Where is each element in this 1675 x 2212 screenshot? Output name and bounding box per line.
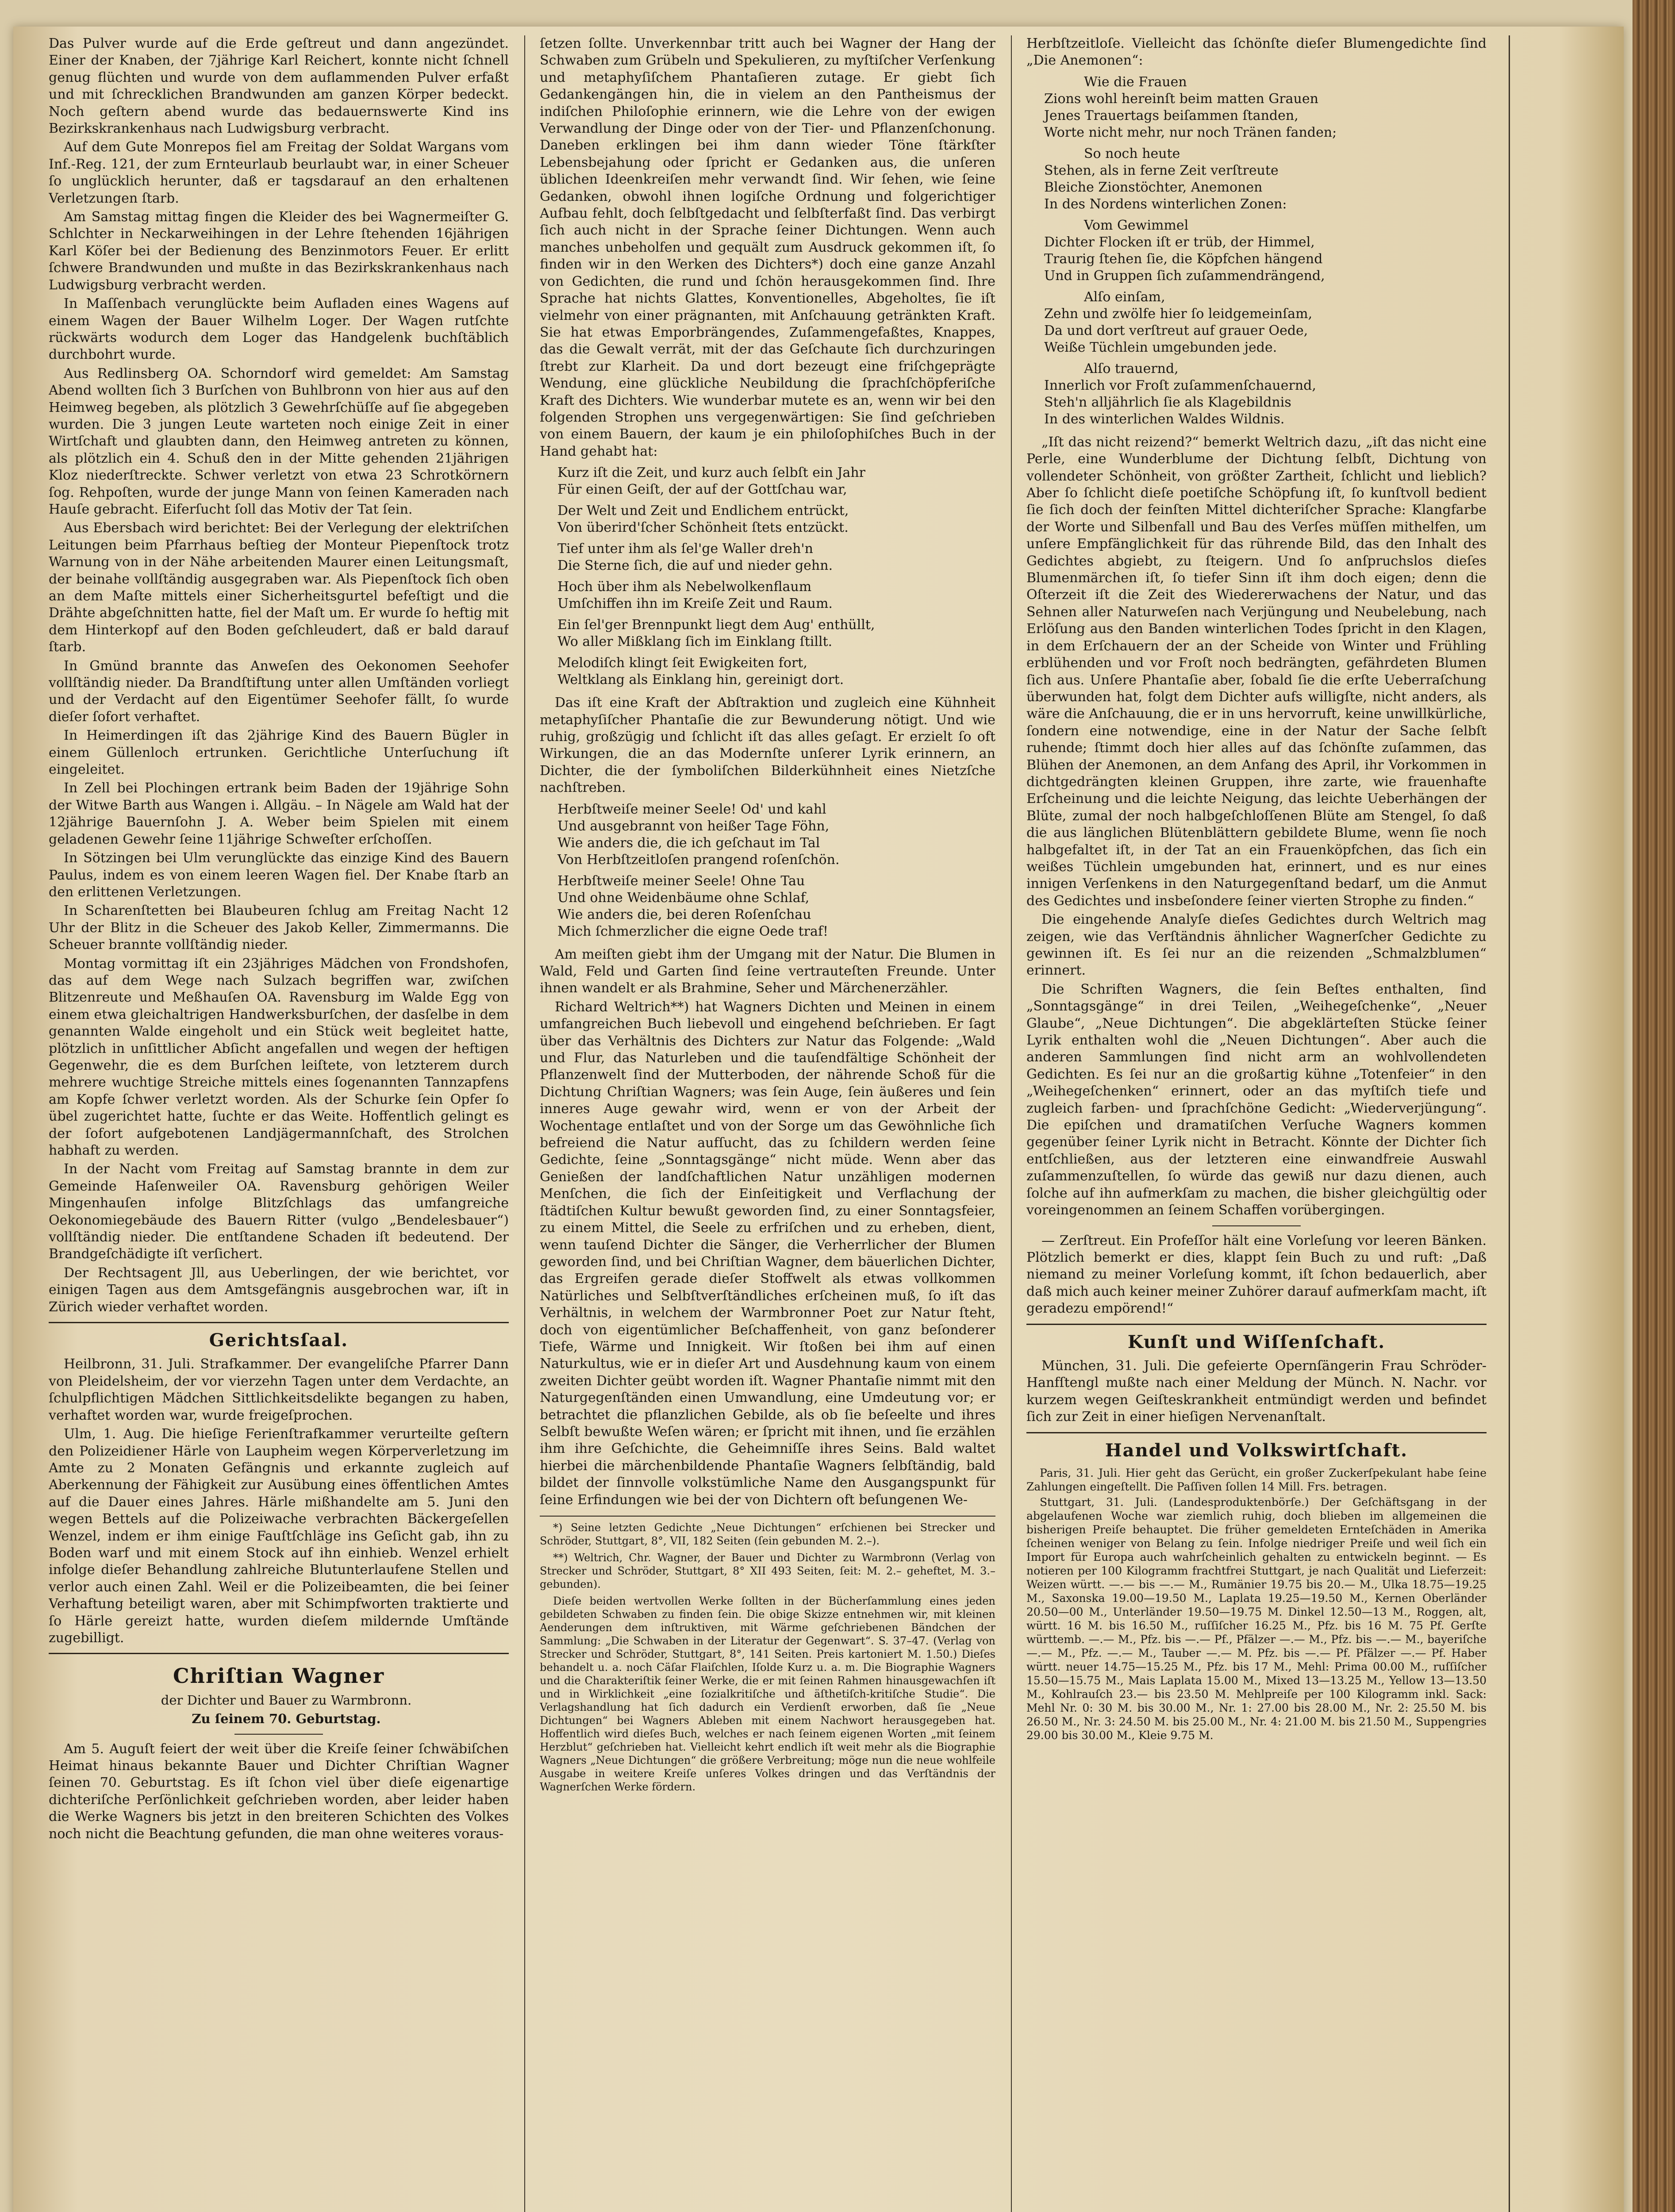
poem-line: Alſo trauernd, <box>1084 361 1179 376</box>
section-heading-gerichtssaal: Gerichtsſaal. <box>209 1330 349 1351</box>
article-paragraph: Paris, 31. Juli. Hier geht das Gerücht, ein großer Zuckerſpekulant habe ſeine Zahlungen eingeſtellt. Die Paſſiven ſollen 14 Mill. Frs. betragen. <box>1026 1466 1487 1493</box>
article-paragraph: „Iſt das nicht reizend?“ bemerkt Weltrich dazu, „iſt das nicht eine Perle, eine Wunderblume der Dichtung ſelbſt, Dichtung von vollendeter Schönheit, von größter Zartheit, ſchlicht und lieblich? Aber ſo ſchlicht dieſe poetiſche Schöpfung iſt, ſo kunſtvoll bedient ſie ſich doch der feinſten Mittel dichteriſcher Sprache: Klangfarbe der Worte und Silbenfall und Bau des Verſes müſſen mithelfen, um unſere Empfänglichkeit für das rührende Bild, das den Inhalt des Gedichtes abgiebt, zu ſteigern. Und ſo anſpruchslos dieſes Blumenmärchen iſt, ſo tiefer Sinn iſt ihm doch eigen; denn die Oſterzeit iſt die Zeit des Wiedererwachens der Natur, und das Sehnen aller Naturweſen nach Verjüngung und Neubelebung, nach Erlöſung aus den Banden winterlichen Todes ſpricht in den Klagen, in dem Erſchauern der an der Scheide von Winter und Frühling erblühenden und vor Froſt noch bedrängten, gefährdeten Blumen ſich aus. Unſere Phantaſie aber, ſobald ſie die erſte Ueberraſchung überwunden hat, folgt dem Dichter aufs willigſte, nicht anders, als wäre die Anſchauung, die er in uns hervorruft, keine unwillkürliche, ſondern eine notwendige, eine in der Natur der Sache ſelbſt ruhende; ſtimmt doch hier alles auf das ſchönſte zuſammen, das Blühen der Anemonen, an dem Anfang des April, ihr Vorkommen in dichtgedrängten kleinen Gruppen, ihre zarte, wie frauenhafte Erſcheinung und die leichte Neigung, das leichte Ueberhängen der Blüte, zumal der noch halbgeſchloſſenen Blüte am Stengel, ſo daß die aus länglichen Blütenblättern gebildete Blume, wenn ſie noch halbgefaltet iſt, in der Tat an ein Frauenköpfchen, das ſich ein weißes Tüchlein umgebunden hat, erinnert, und es nur eines innigen Verſenkens in den Naturgegenſtand bedarf, um die Anmut des Gedichtes und insbeſondere ſeiner vierten Strophe zu finden.“ <box>1026 434 1487 909</box>
poem-line: Für einen Geiſt, der auf der Gottſchau war, <box>557 482 847 498</box>
column-rule <box>1509 35 1510 2212</box>
poem-line: Herbſtweiſe meiner Seele! Ohne Tau <box>557 873 805 889</box>
article-subheading: Zu ſeinem 70. Geburtstag. <box>192 1711 381 1727</box>
poem-line: Zehn und zwölfe hier ſo leidgemeinſam, <box>1044 306 1313 322</box>
poem-line: Und in Gruppen ſich zuſammendrängend, <box>1044 268 1325 284</box>
article-paragraph: In der Nacht vom Freitag auf Samstag brannte in dem zur Gemeinde Haſenweiler OA. Ravensburg gehörigen Weiler Mingenhauſen infolge Blitzſchlags das umfangreiche Oekonomiegebäude des Bauern Ritter (vulgo „Bendelesbauer“) vollſtändig nieder. Die entſtandene Schaden iſt bedeutend. Der Brandgeſchädigte iſt verſichert. <box>49 1161 509 1262</box>
poem-line: Stehen, als in ferne Zeit verſtreute <box>1044 162 1279 178</box>
article-paragraph: In Maſſenbach verunglückte beim Aufladen eines Wagens auf einem Wagen der Bauer Wilhelm Loger. Der Wagen rutſchte rückwärts wodurch dem Loger das Handgelenk buchſtäblich durchbohrt wurde. <box>49 296 509 363</box>
poem-line: Melodiſch klingt ſeit Ewigkeiten fort, <box>557 655 807 671</box>
book-binding <box>1633 0 1675 2212</box>
section-divider <box>49 1322 509 1323</box>
article-paragraph: Montag vormittag iſt ein 23jähriges Mädchen von Frondshofen, das auf dem Wege nach Sulzach begriffen war, zwiſchen Blitzenreute und Meßhauſen OA. Ravensburg im Walde Egg von einem etwa gleichaltrigen Handwerksburſchen, der dasſelbe in dem genannten Walde eingeholt und ein Stück weit begleitet hatte, plötzlich in unſittlicher Abſicht angefallen und wegen der heftigen Gegenwehr, die es dem Burſchen leiſtete, von letzterem durch mehrere wuchtige Streiche mittels eines ſogenannten Tannzapfens am Kopfe ſchwer verletzt worden. Als der Schurke ſein Opfer ſo übel zugerichtet hatte, ſuchte er das Weite. Hoffentlich gelingt es der ſofort aufgebotenen Landjägermannſchaft, des Strolchen habhaft zu werden. <box>49 956 509 1158</box>
poem-line: Traurig ſtehen ſie, die Köpfchen hängend <box>1044 251 1323 267</box>
article-subheading: der Dichter und Bauer zu Warmbronn. <box>161 1692 412 1708</box>
article-paragraph: München, 31. Juli. Die gefeierte Opernſängerin Frau Schröder-Hanfſtengl mußte nach einer Meldung der Münch. N. Nachr. vor kurzem wegen Geiſteskrankheit entmündigt werden und befindet ſich zur Zeit in einer hieſigen Nervenanſtalt. <box>1026 1358 1487 1425</box>
poem-line: Kurz iſt die Zeit, und kurz auch ſelbſt ein Jahr <box>557 465 866 481</box>
poem-line: Bleiche Zionstöchter, Anemonen <box>1044 179 1263 195</box>
poem-line: Weltklang als Einklang hin, gereinigt dort. <box>557 672 844 688</box>
stanza-gap <box>1044 356 1487 361</box>
poem-line: Dichter Flocken iſt er trüb, der Himmel, <box>1044 234 1315 250</box>
poem-block <box>557 801 995 940</box>
article-paragraph: In Scharenſtetten bei Blaubeuren ſchlug am Freitag Nacht 12 Uhr der Blitz in die Scheuer des Jakob Keller, Zimmermanns. Die Scheuer brannte vollſtändig nieder. <box>49 903 509 953</box>
article-paragraph: Das iſt eine Kraft der Abſtraktion und zugleich eine Kühnheit metaphyſiſcher Phantaſie die zur Bewunderung nötigt. Und wie ruhig, großzügig und ſchlicht iſt das alles geſagt. Er erzielt ſo oft Wirkungen, die an das Modernſte unſerer Lyrik erinnern, an Dichter, die der ſymboliſchen Bilderkühnheit eines Nietzſche nachſtreben. <box>540 695 995 796</box>
short-rule <box>234 1734 323 1735</box>
short-rule <box>1212 1225 1301 1226</box>
article-paragraph: Der Rechtsagent Jll, aus Ueberlingen, der wie berichtet, vor einigen Tagen aus dem Amtsgefängnis ausgebrochen war, iſt in Zürich wieder verhaftet worden. <box>49 1265 509 1315</box>
stanza-gap <box>557 574 995 579</box>
poem-line: Hoch über ihm als Nebelwolkenflaum <box>557 579 812 595</box>
article-paragraph: Aus Ebersbach wird berichtet: Bei der Verlegung der elektriſchen Leitungen beim Pfarrhaus beſtieg der Monteur Piepenſtock trotz Warnung von in der Nähe arbeitenden Maurer einen Leitungsmaſt, der beinahe vollſtändig ausgegraben war. Als Piepenſtock ſich oben an dem Maſte mittels einer Sicherheitsgurtel befeſtigt und die Drähte abgeſchnitten hatte, fiel der Maſt um. Er wurde ſo heftig mit dem Hinterkopf auf den Boden geſchleudert, daß er bald darauf ſtarb. <box>49 520 509 655</box>
stanza-gap <box>1044 213 1487 217</box>
stanza-gap <box>557 868 995 873</box>
column-rule <box>524 35 525 2212</box>
poem-block <box>1044 74 1487 428</box>
poem-line: Wie die Frauen <box>1084 74 1187 90</box>
article-paragraph: Die eingehende Analyſe dieſes Gedichtes durch Weltrich mag zeigen, wie das Verſtändnis ähnlicher Wagnerſcher Gedichte zu gewinnen iſt. Es ſei nur an die reizenden „Schmalzblumen“ erinnert. <box>1026 912 1487 979</box>
article-paragraph: Ulm, 1. Aug. Die hieſige Ferienſtrafkammer verurteilte geſtern den Polizeidiener Härle von Laupheim wegen Körperverletzung im Amte zu 2 Monaten Gefängnis und erkannte zugleich auf Aberkennung der Fähigkeit zur Ausübung eines öffentlichen Amtes auf die Dauer eines Jahres. Härle mißhandelte am 5. Juni den wegen Bettels auf die Polizeiwache verbrachten Bäckergeſellen Wenzel, indem er ihm einige Fauſtſchläge ins Geſicht gab, ihn zu Boden warf und mit einem Stock auf ihn einhieb. Wenzel erhielt infolge dieſer Behandlung zahlreiche Blutunterlaufene Stellen und verlor auch einen Zahl. Weil er die Polizeibeamten, die bei ſeiner Verhaftung beteiligt waren, aber mit Schimpfworten traktierte und ſo Härle gereizt hatte, wurden dieſem mildernde Umſtände zugebilligt. <box>49 1426 509 1646</box>
section-divider <box>49 1653 509 1654</box>
article-paragraph: In Heimerdingen iſt das 2jährige Kind des Bauern Bügler in einem Güllenloch ertrunken. Gerichtliche Unterſuchung iſt eingeleitet. <box>49 728 509 778</box>
poem-line: Weiße Tüchlein umgebunden jede. <box>1044 339 1277 355</box>
market-report <box>1026 1466 1487 1742</box>
section-divider <box>1026 1432 1487 1433</box>
stanza-gap <box>557 650 995 655</box>
poem-line: Von überird'ſcher Schönheit ſtets entzückt. <box>557 520 849 536</box>
stanza-gap <box>1044 284 1487 289</box>
column-1 <box>49 35 509 2212</box>
article-paragraph: Aus Redlinsberg OA. Schorndorf wird gemeldet: Am Samstag Abend wollten ſich 3 Burſchen von Buhlbronn von hier aus auf den Heimweg begeben, als plötzlich 3 Gewehrſchüſſe auf ſie abgegeben wurden. Die 3 jungen Leute warteten noch einige Zeit in einer Wirtſchaft und glaubten dann, den Heimweg antreten zu können, als plötzlich ein 4. Schuß den in der Mitte gehenden 21jährigen Kloz niederſtreckte. Schwer verletzt von etwa 23 Schrotkörnern ſog. Rehpoſten, wurde der junge Mann von ſeinen Kameraden nach Hauſe gebracht. Eiferſucht ſoll das Motiv der Tat ſein. <box>49 365 509 517</box>
stanza-gap <box>1044 141 1487 146</box>
poem-line: Jenes Trauertags beiſammen ſtanden, <box>1044 108 1299 123</box>
poem-line: Alſo einſam, <box>1084 289 1165 305</box>
article-paragraph: Am 5. Auguſt feiert der weit über die Kreiſe ſeiner ſchwäbiſchen Heimat hinaus bekannte Bauer und Dichter Chriſtian Wagner ſeinen 70. Geburtstag. Es iſt ſchon viel über dieſe eigenartige dichteriſche Perſönlichkeit geſchrieben worden, aber leider haben die Werke Wagners bis jetzt in den breiteren Schichten des Volkes noch nicht die Beachtung gefunden, die man ohne weiteres voraus- <box>49 1741 509 1842</box>
poem-line: Mich ſchmerzlicher die eigne Oede traf! <box>557 923 829 939</box>
footnote: *) Seine letzten Gedichte „Neue Dichtungen“ erſchienen bei Strecker und Schröder, Stuttgart, 8°, VII, 182 Seiten (ſein gebunden M. 2.–). <box>540 1521 995 1547</box>
poem-line: Der Welt und Zeit und Endlichem entrückt, <box>557 503 849 519</box>
poem-line: Zions wohl hereinſt beim matten Grauen <box>1044 91 1318 107</box>
section-heading-handel: Handel und Volkswirtſchaft. <box>1105 1440 1408 1461</box>
article-paragraph: In Gmünd brannte das Anweſen des Oekonomen Seehofer vollſtändig nieder. Da Brandſtiftung unter allen Umſtänden vorliegt und der Verdacht auf den Eigentümer Seehofer fällt, ſo wurde dieſer ſofort verhaftet. <box>49 658 509 725</box>
stanza-gap <box>557 498 995 503</box>
article-paragraph: Die Schriften Wagners, die ſein Beſtes enthalten, ſind „Sonntagsgänge“ in drei Teilen, „Weihegeſchenke“, „Neuer Glaube“, „Neue Dichtungen“. Die abgeklärteſten Stücke ſeiner Lyrik enthalten wohl die „Neuen Dichtungen“. Aber auch die anderen Sammlungen ſind nicht arm an wohlvollendeten Gedichten. Es ſei nur an die großartig kühne „Totenfeier“ in den „Weihegeſchenken“ erinnert, oder an das myſtiſch tiefe und zugleich farben- und ſprachſchöne Gedicht: „Wiederverjüngung“. Die epiſchen und dramatiſchen Verſuche Wagners kommen gegenüber ſeiner Lyrik nicht in Betracht. Könnte der Dichter ſich entſchließen, aus der letzteren eine einwandfreie Auswahl zuſammenzuſtellen, ſo würde das gewiß nur dazu dienen, auch ſolche auf ihn aufmerkſam zu machen, die bisher gleichgültig oder voreingenommen an ſeinem Schaffen vorübergingen. <box>1026 981 1487 1218</box>
poem-line: Ein ſel'ger Brennpunkt liegt dem Aug' enthüllt, <box>557 617 875 633</box>
poem-line: Umſchiffen ihn im Kreiſe Zeit und Raum. <box>557 596 833 612</box>
column-2 <box>540 35 995 2212</box>
poem-line: Wie anders die, die ich geſchaut im Tal <box>557 835 820 851</box>
article-paragraph: Am Samstag mittag fingen die Kleider des bei Wagnermeiſter G. Schlchter in Neckarweihingen in der Lehre ſtehenden 16jährigen Karl Köſer bei der Bedienung des Benzinmotors Feuer. Er erlitt ſchwere Brandwunden und mußte in das Bezirkskrankenhaus nach Ludwigsburg verbracht werden. <box>49 209 509 293</box>
poem-line: Tief unter ihm als ſel'ge Waller dreh'n <box>557 541 813 557</box>
poem-line: Wie anders die, bei deren Roſenſchau <box>557 906 811 922</box>
poem-line: Und ohne Weidenbäume ohne Schlaf, <box>557 890 810 906</box>
section-heading-kunst: Kunſt und Wiſſenſchaft. <box>1127 1331 1386 1352</box>
article-paragraph: Herbſtzeitloſe. Vielleicht das ſchönſte dieſer Blumengedichte ſind „Die Anemonen“: <box>1026 36 1487 69</box>
poem-line: Vom Gewimmel <box>1084 217 1189 233</box>
poem-line: So noch heute <box>1084 146 1180 161</box>
poem-line: In des winterlichen Waldes Wildnis. <box>1044 411 1285 427</box>
article-paragraph: Stuttgart, 31. Juli. (Landesproduktenbörſe.) Der Geſchäftsgang in der abgelaufenen Woche war ziemlich ruhig, doch blieben im allgemeinen die bisherigen Preiſe behauptet. Die früher gemeldeten Ernteſchäden in Amerika ſcheinen weniger von Belang zu ſein. Infolge niedriger Preiſe und weil ſich ein Import für Europa auch wahrſcheinlich gehalten zu entwickeln beginnt. — Es notieren per 100 Kilogramm frachtfrei Stuttgart, je nach Qualität und Lieferzeit: Weizen württ. —.— bis —.— M., Rumänier 19.75 bis 20.— M., Ulka 18.75—19.25 M., Saxonska 19.00—19.50 M., Laplata 19.25—19.50 M., Kernen Oberländer 20.50—00 M., Unterländer 19.50—19.75 M. Dinkel 12.50—13 M., Roggen, alt, württ. 16 M. bis 16.50 M., ruſſiſcher 16.25 M., Pfz. bis 16 M. 75 Pf. Gerſte württemb. —.— M., Pfz. bis —.— Pf., Pfälzer —.— M., Pfz. bis —.— M., bayeriſche —.— M., Pfz. —.— M., Tauber —.— M. Pfz. bis —.— Pf. Pfälzer —.— Pf. Haber württ. neuer 14.75—15.25 M., Pfz. bis 17 M., Mehl: Prima 00.00 M., ruſſiſcher 15.50—15.75 M., Mais Laplata 15.00 M., Mixed 13—13.25 M., Yellow 13—13.50 M., Kohlrauſch 23.— bis 23.50 M. Mehlpreiſe per 100 Kilogramm inkl. Sack: Mehl Nr. 0: 30 M. bis 30.00 M., Nr. 1: 27.00 bis 28.00 M., Nr. 2: 25.50 M. bis 26.50 M., Nr. 3: 24.50 M. bis 25.00 M., Nr. 4: 21.00 M. bis 21.50 M., Suppengries 29.00 bis 30.00 M., Kleie 9.75 M. <box>1026 1495 1487 1742</box>
article-heading-wagner: Chriſtian Wagner <box>173 1664 385 1688</box>
article-paragraph: Auf dem Gute Monrepos fiel am Freitag der Soldat Wargans vom Inf.-Reg. 121, der zum Ernteurlaub beurlaubt war, in einer Scheuer ſo unglücklich herunter, daß er tagsdarauf an den erhaltenen Verletzungen ſtarb. <box>49 139 509 206</box>
footnote: **) Weltrich, Chr. Wagner, der Bauer und Dichter zu Warmbronn (Verlag von Strecker und Schröder, Stuttgart, 8° XII 493 Seiten, ſeit: M. 2.– geheftet, M. 3.– gebunden). <box>540 1551 995 1590</box>
article-paragraph: ſetzen ſollte. Unverkennbar tritt auch bei Wagner der Hang der Schwaben zum Grübeln und Spekulieren, zu myſtiſcher Verſenkung und metaphyſiſchem Phantaſieren zutage. Er giebt ſich Gedankengängen hin, die in vielem an den Pantheismus der indiſchen Philoſophie erinnern, wie die Lehre von der ewigen Verwandlung der Dinge oder von der Tier- und Pflanzenſchonung. Daneben erklingen bei ihm dann wieder Töne ſtärkſter Lebensbejahung oder ſpricht er Gedanken aus, die unſeren üblichen Ideenkreiſen mehr verwandt ſind. Wir ſehen, wie ſeine Gedanken, obwohl ihnen logiſche Ordnung und folgerichtiger Aufbau fehlt, doch ſelbſtgedacht und ſelbſterfaßt ſind. Das verbirgt ſich auch nicht in der Sprache ſeiner Dichtungen. Wenn auch manches unbeholfen und gequält zum Ausdruck gekommen iſt, ſo finden wir in den Werken des Dichters*) doch eine ganze Anzahl von Gedichten, die rund und ſchön herausgekommen ſind. Ihre Sprache hat nichts Glattes, Konventionelles, Abgeholtes, ſie iſt vielmehr von einer prägnanten, mit Anſchauung getränkten Kraft. Sie hat etwas Emporbrängendes, Zuſammengefaßtes, Knappes, das die Gewalt verrät, mit der das Geſchaute ſich durchzuringen ſtrebt zur Klarheit. Da und dort bezeugt eine friſchgeprägte Wendung, eine glückliche Neubildung die ſprachſchöpferiſche Kraft des Dichters. Wie wunderbar mutete es an, wenn wir bei den folgenden Strophen uns vergegenwärtigen: Sie ſind geſchrieben von einem Bauern, der kaum je ein philoſophiſches Buch in der Hand gehabt hat: <box>540 36 995 459</box>
section-divider <box>1026 1324 1487 1325</box>
poem-line: Herbſtweiſe meiner Seele! Od' und kahl <box>557 801 826 817</box>
article-paragraph: Heilbronn, 31. Juli. Strafkammer. Der evangeliſche Pfarrer Dann von Pleidelsheim, der vor vierzehn Tagen unter dem Verdachte, an ſchulpflichtigen Mädchen Sittlichkeitsdelikte begangen zu haben, verhaftet worden war, wurde freigeſprochen. <box>49 1356 509 1423</box>
poem-line: Die Sterne ſich, die auf und nieder gehn. <box>557 558 833 574</box>
footnotes <box>540 1516 995 1793</box>
poem-line: Und ausgebrannt von heißer Tage Föhn, <box>557 818 830 834</box>
column-rule <box>1011 35 1012 2212</box>
article-paragraph: In Zell bei Plochingen ertrank beim Baden der 19jährige Sohn der Witwe Barth aus Wangen i. Allgäu. – In Nägele am Wald hat der 12jährige Bauernſohn J. A. Weber beim Spielen mit einem geladenen Gewehr ſeine 11jährige Schweſter erſchoſſen. <box>49 780 509 847</box>
poem-line: In des Nordens winterlichen Zonen: <box>1044 196 1287 212</box>
stanza-gap <box>557 536 995 541</box>
stanza-gap <box>557 612 995 617</box>
miscellany-paragraph: — Zerſtreut. Ein Profeſſor hält eine Vorleſung vor leeren Bänken. Plötzlich bemerkt er dies, klappt ſein Buch zu und ruft: „Daß niemand zu meiner Vorleſung kommt, iſt ſchon bedauerlich, aber daß mich auch keiner meiner Zuhörer darauf aufmerkſam macht, iſt geradezu empörend!“ <box>1026 1233 1487 1317</box>
poem-line: Von Herbſtzeitloſen prangend roſenſchön. <box>557 852 840 868</box>
poem-line: Innerlich vor Froſt zuſammenſchauernd, <box>1044 377 1316 393</box>
footnote: Dieſe beiden wertvollen Werke ſollten in der Bücherſammlung eines jeden gebildeten Schwaben zu finden ſein. Die obige Skizze entnehmen wir, mit kleinen Aenderungen dem inſtruktiven, mit Wärme geſchriebenen Bändchen der Sammlung: „Die Schwaben in der Literatur der Gegenwart“. S. 37–47. (Verlag von Strecker und Schröder, Stuttgart, 8°, 141 Seiten. Preis kartoniert M. 1.50.) Dieſes behandelt u. a. noch Cäſar Flaiſchlen, Iſolde Kurz u. a. m. Die Biographie Wagners und die Charakteriſtik ſeiner Werke, die er mit ſeinen Rahmen hinausgewachſen iſt und in Wirklichkeit „eine ſozialkritiſche und äſthetiſch-kritiſche Studie“. Die Verlagshandlung hat ſich dadurch ein Verdienſt erworben, daß ſie „Neue Dichtungen“ bei Wagners Ableben mit einem Nachwort herausgegeben hat. Hoffentlich wird dieſes Buch, welches er nach ſeinem eigenen Worten „mit ſeinem Herzblut“ geſchrieben hat. Vielleicht kehrt endlich iſt weit mehr als die Biographie Wagners „Neue Dichtungen“ die größere Verbreitung; möge nun die neue wohlfeile Ausgabe in weitere Kreiſe unſeres Volkes dringen und das Verſtändnis der Wagnerſchen Werke fördern. <box>540 1595 995 1793</box>
poem-line: Wo aller Mißklang ſich im Einklang ſtillt. <box>557 634 833 650</box>
poem-block <box>557 465 995 688</box>
article-paragraph: Das Pulver wurde auf die Erde geſtreut und dann angezündet. Einer der Knaben, der 7jährige Karl Reichert, konnte nicht ſchnell genug flüchten und wurde von dem auflammenden Pulver erfaßt und mit ſchrecklichen Brandwunden am ganzen Körper bedeckt. Noch geſtern abend wurde das bedauernswerte Kind ins Bezirkskrankenhaus nach Ludwigsburg verbracht. <box>49 36 509 137</box>
poem-line: Steh'n alljährlich ſie als Klagebildnis <box>1044 394 1291 410</box>
article-paragraph: In Sötzingen bei Ulm verunglückte das einzige Kind des Bauern Paulus, indem es von einem leeren Wagen fiel. Der Knabe ſtarb an den erlittenen Verletzungen. <box>49 850 509 900</box>
article-paragraph: Am meiſten giebt ihm der Umgang mit der Natur. Die Blumen in Wald, Feld und Garten ſind ſeine vertrauteſten Freunde. Unter ihnen wandelt er als Brahmine, Seher und Märchenerzähler. <box>540 946 995 996</box>
column-3 <box>1026 35 1487 2212</box>
poem-line: Da und dort verſtreut auf grauer Oede, <box>1044 323 1308 338</box>
poem-line: Worte nicht mehr, nur noch Tränen fanden; <box>1044 124 1337 140</box>
article-paragraph: Richard Weltrich**) hat Wagners Dichten und Meinen in einem umfangreichen Buch liebevoll und eingehend beſchrieben. Er ſagt über das Verhältnis des Dichters zur Natur das Folgende: „Wald und Flur, das Naturleben und die tauſendfältige Schönheit der Pflanzenwelt ſind der Mutterboden, der nährende Schoß für die Dichtung Chriſtian Wagners; was ſein Auge, ſein äußeres und ſein inneres Auge gewahr wird, wenn er von der Arbeit der Wochentage entlaſtet und von der Sorge um das Gewöhnliche ſich befreiend die Natur aufſucht, das zu ſchildern werden ſeine Gedichte, ſeine „Sonntagsgänge“ nicht müde. Wenn aber das Genießen der landſchaftlichen Natur unzähligen modernen Menſchen, die ſich der Einſeitigkeit und Verflachung der ſtädtiſchen Kultur bewußt geworden ſind, zu einer Sonntagsfeier, zu einem Mittel, die Seele zu erfriſchen und zu erheben, dient, wenn tauſend Dichter die Sänger, die Verherrlicher der Blumen geworden ſind, und bei Chriſtian Wagner, dem bäuerlichen Dichter, das Ergreifen gerade dieſer Stoffwelt als etwas vollkommen Natürliches und Selbſtverſtändliches erſcheinen muß, ſo iſt das Verhältnis, in welchem der Warmbronner Poet zur Natur ſteht, doch von eigentümlicher Beſchaffenheit, von ganz beſonderer Tiefe, Wärme und Innigkeit. Wir ſtoßen bei ihm auf einen Naturkultus, wie er in dieſer Art und Ausdehnung kaum von einem zweiten Dichter geübt worden iſt. Wagner Phantaſie nimmt mit den Naturgegenſtänden einen Umwandlung, eine Umdeutung vor; er betrachtet die pflanzlichen Gebilde, als ob ſie beſeelte und ihres Selbſt bewußte Weſen wären; er ſpricht mit ihnen, und ſie erzählen ihm ihre Geſchichte, die Geheimniſſe ihres Seins. Bald waltet hierbei die märchenbildende Phantaſie Wagners ſelbſtändig, bald bildet der ſinnvolle volkstümliche Name den Ausgangspunkt für ſeine Erfindungen wie bei der von Dichtern oft beſungenen We- <box>540 999 995 1508</box>
